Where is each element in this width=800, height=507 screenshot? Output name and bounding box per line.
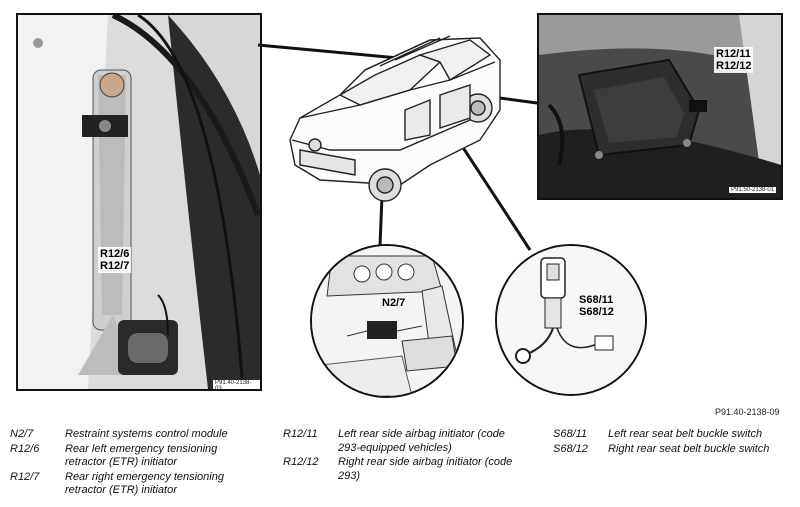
- legend-row: [10, 471, 260, 498]
- legend-row: [553, 428, 798, 442]
- photo-reference-number: P91.50-2138-01: [731, 187, 775, 193]
- legend-code: R12/12: [283, 456, 319, 468]
- legend-code: R12/11: [283, 428, 318, 440]
- legend-row: [283, 456, 523, 483]
- legend-description: Left rear seat belt buckle switch: [608, 428, 763, 440]
- photo-reference-number: P91.40-2138-03: [213, 380, 260, 391]
- legend-code: R12/7: [10, 470, 40, 483]
- legend-row: [283, 428, 523, 455]
- suv-illustration: [290, 36, 500, 201]
- callout-label: R12/6: [100, 248, 130, 260]
- callout-n2-7: [382, 297, 405, 309]
- figure-reference-number: P91.40-2138-09: [715, 407, 780, 417]
- legend-column: [553, 428, 798, 457]
- legend-description: Rear right emergency tensioning retractor (ETR) initiator: [65, 470, 224, 496]
- buckle-switch-illustration: [497, 246, 645, 394]
- callout-s68-11-s68-12: [579, 294, 614, 318]
- callout-label: S68/12: [579, 306, 614, 318]
- legend-code: R12/6: [10, 442, 40, 455]
- legend-row: [10, 428, 260, 442]
- legend-code: S68/12: [553, 442, 588, 455]
- legend-description: Right rear side airbag initiator (code 293): [338, 456, 513, 482]
- legend-description: Rear left emergency tensioning retractor (ETR) initiator: [65, 442, 218, 468]
- legend-code: N2/7: [10, 428, 34, 440]
- detail-control-module: [310, 244, 464, 398]
- detail-buckle-switch: [495, 244, 647, 396]
- legend-column: [283, 428, 523, 484]
- control-module-illustration: [312, 246, 462, 396]
- legend-description: Left rear side airbag initiator (code 293-equipped vehicles): [338, 428, 505, 454]
- callout-label: R12/11: [716, 48, 751, 60]
- callout-label: R12/7: [100, 260, 130, 272]
- legend-code: S68/11: [553, 428, 588, 440]
- legend-description: Restraint systems control module: [65, 428, 228, 440]
- callout-label: R12/12: [716, 60, 752, 72]
- legend-column: [10, 428, 260, 499]
- legend-row: [553, 443, 798, 457]
- callout-label: N2/7: [382, 297, 406, 309]
- legend-row: [10, 443, 260, 470]
- legend-description: Right rear seat belt buckle switch: [608, 442, 770, 455]
- callout-label: S68/11: [579, 294, 614, 306]
